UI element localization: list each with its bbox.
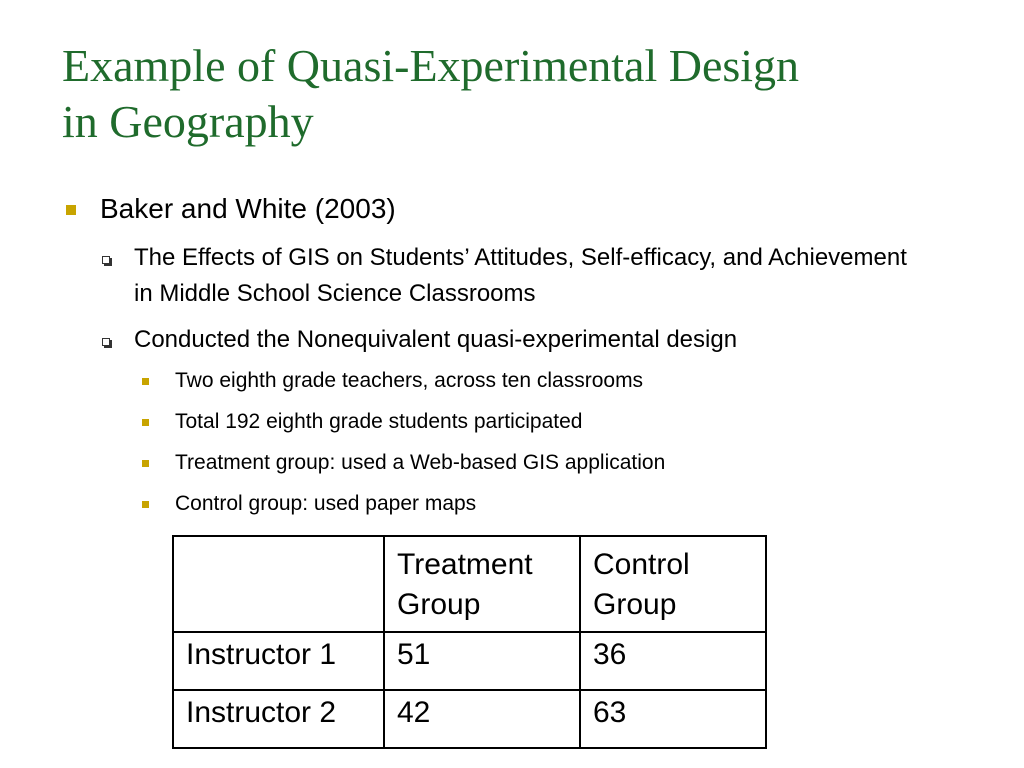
table-cell-instructor: Instructor 1	[173, 632, 384, 690]
detail-bullet-teachers	[142, 368, 643, 394]
bullet-baker-white	[66, 192, 396, 226]
square-bullet-icon	[66, 205, 76, 215]
square-bullet-icon	[142, 501, 149, 508]
table-header-cell-control: Control Group	[580, 536, 766, 632]
table-cell-control: 36	[580, 632, 766, 690]
hollow-square-bullet-icon	[102, 338, 110, 346]
design-table	[172, 535, 767, 749]
square-bullet-icon	[142, 419, 149, 426]
bullet-text: Baker and White (2003)	[100, 193, 396, 224]
table-header-cell-empty	[173, 536, 384, 632]
detail-bullet-control	[142, 491, 476, 517]
detail-bullet-text: Two eighth grade teachers, across ten classrooms	[175, 369, 644, 392]
slide-title	[62, 38, 982, 150]
detail-bullet-text: Treatment group: used a Web-based GIS application	[175, 451, 666, 474]
sub-bullet-text: Conducted the Nonequivalent quasi-experimental design	[134, 326, 738, 353]
table-cell-treatment: 51	[384, 632, 580, 690]
square-bullet-icon	[142, 460, 149, 467]
table-row	[173, 632, 766, 690]
hollow-square-bullet-icon	[102, 256, 110, 264]
table-cell-control: 63	[580, 690, 766, 748]
slide-title-line-1: Example of Quasi-Experimental Design	[62, 40, 800, 91]
sub-bullet-design	[102, 322, 737, 358]
sub-bullet-text: The Effects of GIS on Students’ Attitudes, Self-efficacy, and Achievement in Middle School Science Classrooms	[134, 244, 907, 307]
sub-bullet-title-of-study	[102, 240, 932, 312]
detail-bullet-text: Control group: used paper maps	[175, 492, 477, 515]
table-cell-treatment: 42	[384, 690, 580, 748]
table-header-row	[173, 536, 766, 632]
slide-title-line-2: in Geography	[62, 96, 314, 147]
table-cell-instructor: Instructor 2	[173, 690, 384, 748]
square-bullet-icon	[142, 378, 149, 385]
detail-bullet-students	[142, 409, 582, 435]
table-row	[173, 690, 766, 748]
detail-bullet-treatment	[142, 450, 665, 476]
table-header-cell-treatment: Treatment Group	[384, 536, 580, 632]
detail-bullet-text: Total 192 eighth grade students participated	[175, 410, 583, 433]
